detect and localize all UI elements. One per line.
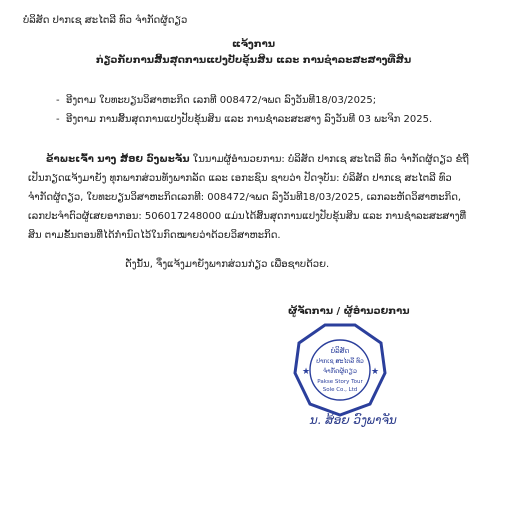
star-icon: ★ <box>302 367 311 377</box>
notice-subject: ກ່ຽວກັບການສິ້ນສຸດການແປງປັບຂຸ້ນສິນ ແລະ ການຊຳລະສະສາງທີ່ສິນ <box>95 55 412 66</box>
signature-role: ຜູ້ຈັດການ / ຜູ້ອຳນວຍການ <box>288 306 410 317</box>
body-line-3: ຈຳກັດຜູ້ດຽວ, ໃບທະບຽນວິສາຫະກິດເລກທີ: 008472/ຈພດ ລົງວັນທີ18/03/2025, ເລກລະຫັດວິສາຫະກິດ, <box>28 192 462 203</box>
stamp-company-lao: ປາກເຊ ສະໄຕລີ ທົວ <box>316 358 364 365</box>
reference-text-2: ອີງຕາມ ການສິ້ນສຸດການແປງປັບຂຸ້ນສິນ ແລະ ການຊຳລະສະສາງ ລົງວັນທີ 03 ພະຈິກ 2025. <box>66 114 433 125</box>
reference-item-1: - ອີງຕາມ ໃບທະບຽນວິສາຫະກິດ ເລກທີ 008472/ຈພດ ລົງວັນທີ18/03/2025; <box>56 95 377 106</box>
signatory-name: ນ. ສ້ອຍ ວົງພາຈັນ <box>310 413 397 427</box>
stamp-company-sub-lao: ຈຳກັດຜູ້ດຽວ <box>323 367 357 375</box>
body-line-1-text: ໃນນາມຜູ້ອຳນວຍການ: ບໍລິສັດ ປາກເຊ ສະໄຕລີ ທົວ ຈຳກັດຜູ້ດຽວ ຂໍຖື <box>192 154 469 165</box>
closing-line: ດັ່ງນັ້ນ, ຈຶ່ງແຈ້ງມາຍັງພາກສ່ວນກ່ຽວ ເພື່ອຊາບດ້ວຍ. <box>125 259 330 270</box>
stamp-top-lao: ບໍລິສັດ <box>330 347 350 355</box>
body-line-2: ເປັນກຽດແຈ້ງມາຍັງ ທຸກພາກສ່ວນທັງພາກລັດ ແລະ ເອກະຊົນ ຊາບວ່າ ປັດຈຸບັນ: ບໍລິສັດ ປາກເຊ ສະໄຕລີ ທົວ <box>28 173 452 184</box>
notice-title: ແຈ້ງການ <box>231 39 275 50</box>
body-line-1 <box>46 153 469 166</box>
company-stamp <box>292 322 388 418</box>
reference-text-1: ອີງຕາມ ໃບທະບຽນວິສາຫະກິດ ເລກທີ 008472/ຈພດ ລົງວັນທີ18/03/2025; <box>66 95 377 106</box>
reference-item-2: - ອີງຕາມ ການສິ້ນສຸດການແປງປັບຂຸ້ນສິນ ແລະ ການຊຳລະສະສາງ ລົງວັນທີ 03 ພະຈິກ 2025. <box>56 114 433 125</box>
stamp-english-1: Pakse Story Tour <box>317 379 363 385</box>
body-lead: ຂ້າພະເຈົ້າ ນາງ ສ້ອຍ ວົງພະຈັນ <box>46 154 190 165</box>
body-line-4: ເລກປະຈຳຕົວຜູ້ເສຍອາກອນ: 506017248000 ແມ່ນໄດ້ສິ້ນສຸດການແປງປັບຂຸ້ນສິນ ແລະ ການຊຳລະສະສາງທີ່ <box>28 211 467 222</box>
star-icon: ★ <box>371 367 380 377</box>
stamp-english-2: Sole Co., Ltd <box>322 387 358 393</box>
body-line-5: ສິນ ຕາມຂັ້ນຕອນທີ່ໄດ້ກຳນົດໄວ້ໃນກົດໝາຍວ່າດ້ວຍວິສາຫະກິດ. <box>28 230 281 241</box>
company-header: ບໍລິສັດ ປາກເຊ ສະໄຕລີ ທົວ ຈຳກັດຜູ້ດຽວ <box>23 15 188 26</box>
